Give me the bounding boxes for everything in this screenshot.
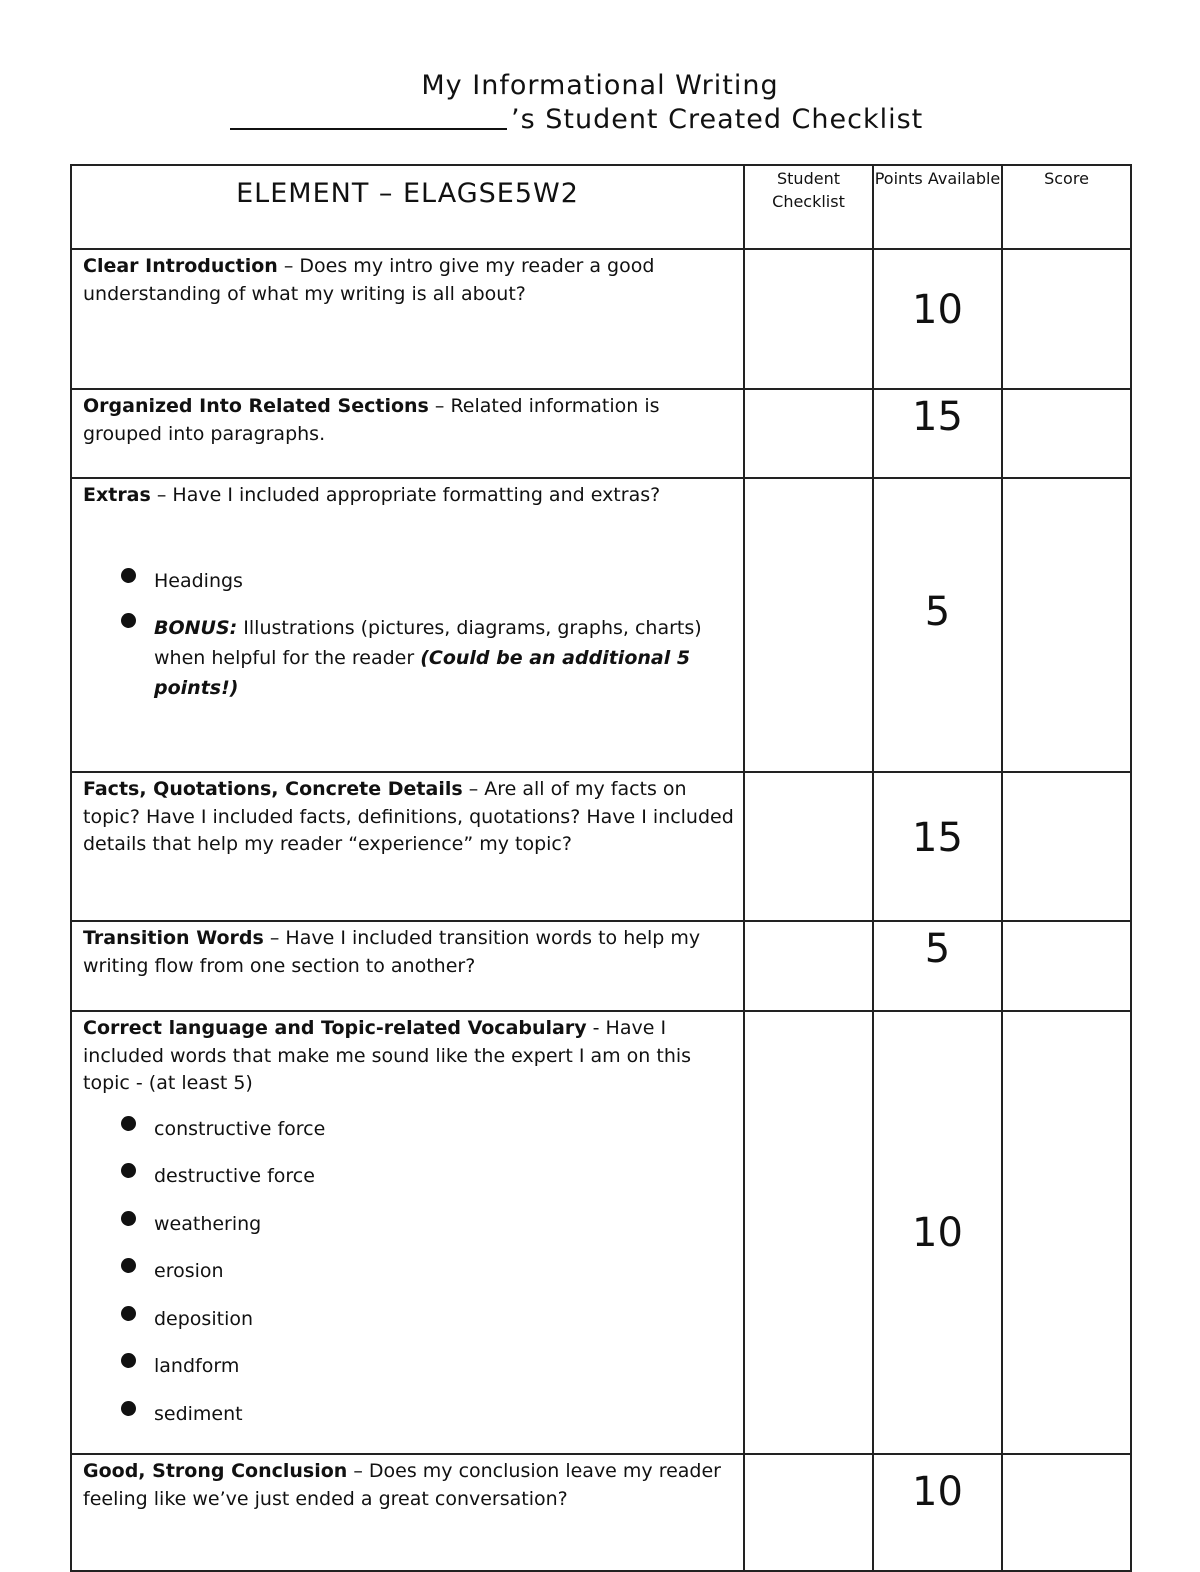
element-separator: – bbox=[277, 255, 300, 277]
element-cell bbox=[71, 1011, 744, 1454]
element-description: Are all of my facts on topic? Have I included facts, definitions, quotations? Have I included details that help my reader “experience” my topic? bbox=[83, 778, 734, 855]
element-cell bbox=[71, 1454, 744, 1571]
student-checklist-cell[interactable] bbox=[744, 249, 873, 389]
list-item bbox=[83, 613, 735, 703]
element-separator: – bbox=[462, 778, 485, 800]
score-cell[interactable] bbox=[1002, 389, 1131, 478]
element-separator: – bbox=[347, 1460, 369, 1482]
element-cell bbox=[71, 478, 744, 772]
list-item bbox=[83, 1401, 735, 1429]
score-cell[interactable] bbox=[1002, 1011, 1131, 1454]
score-cell[interactable] bbox=[1002, 478, 1131, 772]
points-value: 5 bbox=[873, 478, 1002, 772]
student-checklist-cell[interactable] bbox=[744, 389, 873, 478]
element-label: Transition Words bbox=[83, 927, 264, 949]
header-student-checklist: Student Checklist bbox=[744, 165, 873, 249]
list-item-text: destructive force bbox=[154, 1165, 315, 1187]
bonus-extra: (Could be an additional 5 points!) bbox=[154, 647, 691, 699]
bonus-text: Illustrations (pictures, diagrams, graphs, charts) when helpful for the reader bbox=[154, 617, 702, 669]
element-description: Does my intro give my reader a good understanding of what my writing is all about? bbox=[83, 255, 655, 305]
element-description: Does my conclusion leave my reader feeling like we’ve just ended a great conversation? bbox=[83, 1460, 721, 1510]
element-label: Organized Into Related Sections bbox=[83, 395, 429, 417]
element-cell bbox=[71, 772, 744, 921]
table-header-row bbox=[71, 165, 1131, 249]
list-item bbox=[83, 1258, 735, 1286]
table-row bbox=[71, 772, 1131, 921]
student-checklist-cell[interactable] bbox=[744, 1454, 873, 1571]
student-checklist-cell[interactable] bbox=[744, 772, 873, 921]
list-item-text: landform bbox=[154, 1355, 240, 1377]
list-item-text: deposition bbox=[154, 1307, 254, 1330]
element-label: Clear Introduction bbox=[83, 255, 278, 277]
list-item bbox=[83, 1306, 735, 1334]
element-label: Extras bbox=[83, 484, 151, 506]
list-item-text: weathering bbox=[154, 1212, 262, 1235]
list-item bbox=[83, 1116, 735, 1144]
list-item bbox=[83, 1211, 735, 1239]
bonus-label: BONUS: bbox=[154, 617, 238, 639]
points-value: 15 bbox=[873, 772, 1002, 921]
page-subtitle bbox=[230, 104, 923, 135]
element-description: Have I included words that make me sound like the expert I am on this topic - (at least 5) bbox=[83, 1017, 692, 1094]
score-cell[interactable] bbox=[1002, 1454, 1131, 1571]
element-label: Facts, Quotations, Concrete Details bbox=[83, 778, 463, 800]
list-item-text: sediment bbox=[154, 1402, 243, 1425]
header-element: ELEMENT – ELAGSE5W2 bbox=[71, 165, 744, 249]
points-value: 10 bbox=[873, 1454, 1002, 1571]
page-title: My Informational Writing bbox=[421, 70, 779, 101]
points-value: 10 bbox=[873, 249, 1002, 389]
points-value: 15 bbox=[873, 389, 1002, 478]
element-description: Have I included appropriate formatting and extras? bbox=[172, 484, 661, 506]
element-cell bbox=[71, 921, 744, 1011]
list-item bbox=[83, 1163, 735, 1191]
element-separator: – bbox=[263, 927, 286, 949]
score-cell[interactable] bbox=[1002, 772, 1131, 921]
points-value: 5 bbox=[873, 921, 1002, 1011]
list-item-text: Headings bbox=[154, 569, 243, 592]
element-separator: – bbox=[428, 395, 451, 417]
student-checklist-cell[interactable] bbox=[744, 1011, 873, 1454]
element-separator: – bbox=[150, 484, 173, 506]
student-checklist-cell[interactable] bbox=[744, 921, 873, 1011]
table-row bbox=[71, 921, 1131, 1011]
subtitle-text: ’s Student Created Checklist bbox=[511, 104, 924, 135]
table-row bbox=[71, 1454, 1131, 1571]
table-row bbox=[71, 1011, 1131, 1454]
element-label: Correct language and Topic-related Vocabulary bbox=[83, 1017, 587, 1039]
header-points-available: Points Available bbox=[873, 165, 1002, 249]
checklist-table bbox=[70, 164, 1132, 1572]
table-row bbox=[71, 389, 1131, 478]
element-label: Good, Strong Conclusion bbox=[83, 1460, 348, 1482]
extras-list bbox=[83, 568, 735, 704]
student-checklist-cell[interactable] bbox=[744, 478, 873, 772]
points-value: 10 bbox=[873, 1011, 1002, 1454]
element-description: Related information is grouped into paragraphs. bbox=[83, 395, 660, 445]
table-row bbox=[71, 478, 1131, 772]
list-item-text: erosion bbox=[154, 1260, 224, 1282]
element-separator: - bbox=[586, 1017, 606, 1039]
header-score: Score bbox=[1002, 165, 1131, 249]
score-cell[interactable] bbox=[1002, 249, 1131, 389]
list-item bbox=[83, 1353, 735, 1381]
list-item-text: constructive force bbox=[154, 1117, 326, 1140]
name-blank-line bbox=[230, 128, 507, 130]
element-cell bbox=[71, 389, 744, 478]
list-item bbox=[83, 568, 735, 596]
table-row bbox=[71, 249, 1131, 389]
vocabulary-list bbox=[83, 1116, 735, 1429]
element-description: Have I included transition words to help my writing flow from one section to another? bbox=[83, 927, 701, 977]
score-cell[interactable] bbox=[1002, 921, 1131, 1011]
element-cell bbox=[71, 249, 744, 389]
